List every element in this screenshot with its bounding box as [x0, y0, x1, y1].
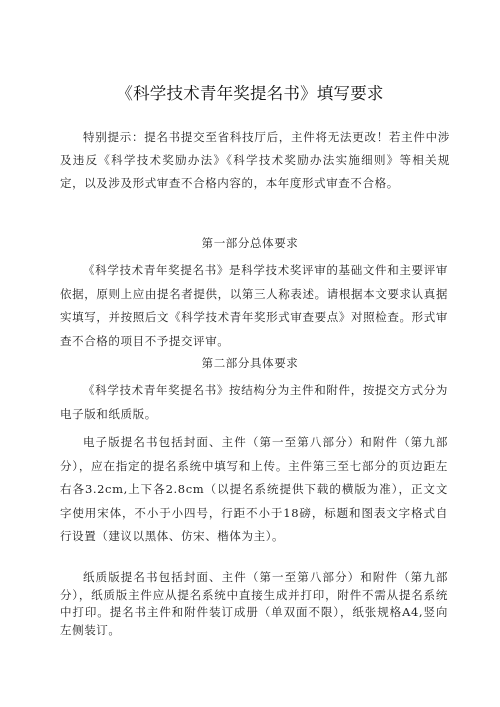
part1-paragraph: 《科学技术青年奖提名书》是科学技术奖评审的基础文件和主要评审依据，原则上应由提名者提供，以第三人称表述。请根据本文要求认真据实填写，并按照后文《科学技术青年奖形式审查要点》对照检查。形式审查不合格的项目不予提交评审。	[60, 263, 448, 348]
part1-heading: 第一部分总体要求	[201, 236, 299, 250]
part2-paragraph-3: 纸质版提名书包括封面、主件（第一至第八部分）和附件（第九部分），纸质版主件应从提名系统中直接生成并打印，附件不需从提名系统中打印。提名书主件和附件装订成册（单双面不限），纸张规格A4,竖向左侧装订。	[60, 570, 448, 637]
special-notice-paragraph: 特别提示：提名书提交至省科技厅后，主件将无法更改！若主件中涉及违反《科学技术奖励办法》《科学技术奖励办法实施细则》等相关规定，以及涉及形式审查不合格内容的，本年度形式审查不合格。	[60, 130, 450, 190]
document-title: 《科学技术青年奖提名书》填写要求	[116, 84, 384, 103]
part2-paragraph-1: 《科学技术青年奖提名书》按结构分为主件和附件，按提交方式分为电子版和纸质版。	[60, 383, 448, 421]
part2-heading: 第二部分具体要求	[201, 356, 299, 370]
part2-paragraph-2: 电子版提名书包括封面、主件（第一至第八部分）和附件（第九部分），应在指定的提名系统中填写和上传。主件第三至七部分的页边距左右各3.2cm,上下各2.8cm（以提名系统提供下载的横版为准），正文文字使用宋体，不小于小四号，行距不小于18磅，标题和图表文字格式自行设置（建议以黑体、仿宋、楷体为主）。	[60, 435, 448, 543]
